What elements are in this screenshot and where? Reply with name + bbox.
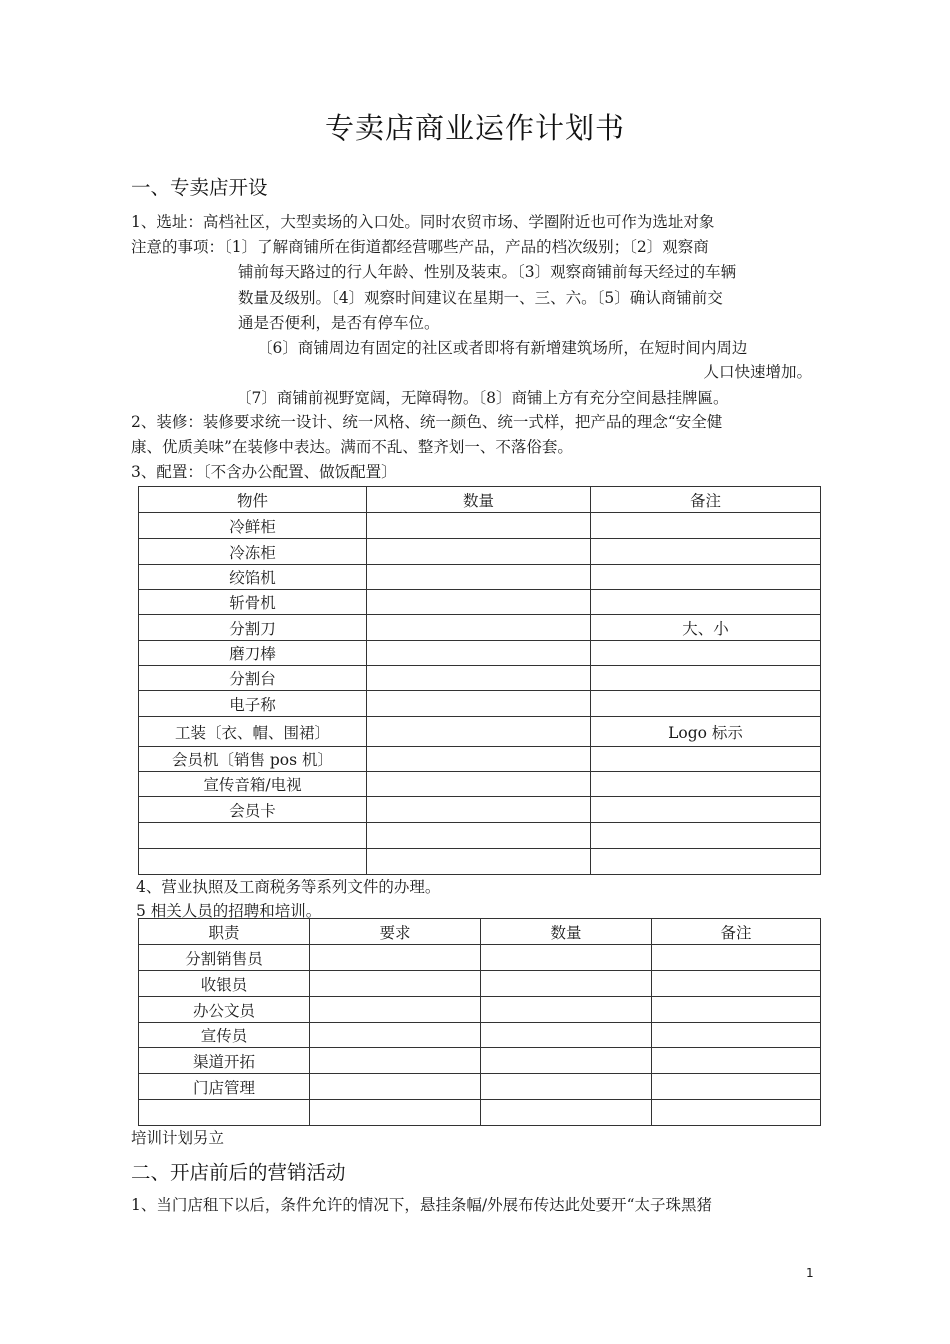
cell-requirement <box>310 971 481 997</box>
cell-item: 会员机〔销售 pos 机〕 <box>139 747 367 772</box>
cell-duty: 宣传员 <box>139 1023 310 1048</box>
cell-quantity <box>367 565 591 590</box>
cell-quantity <box>367 641 591 666</box>
cell-requirement <box>310 1074 481 1100</box>
configuration-line: 3、配置：〔不含办公配置、做饭配置〕 <box>131 463 397 481</box>
notes-line-5: 〔6〕商铺周边有固定的社区或者即将有新增建筑场所，在短时间内周边 <box>257 339 748 357</box>
table-row <box>139 666 821 691</box>
notes-line-1: 注意的事项：〔1〕了解商铺所在街道都经营哪些产品，产品的档次级别；〔2〕观察商 <box>131 238 709 256</box>
cell-remarks <box>591 691 821 717</box>
cell-quantity <box>481 1100 652 1126</box>
cell-quantity <box>367 717 591 747</box>
staff-table <box>138 918 821 1126</box>
table-row <box>139 1074 821 1100</box>
notes-line-3: 数量及级别。〔4〕观察时间建议在星期一、三、六。〔5〕确认商铺前交 <box>238 289 723 307</box>
cell-quantity <box>367 666 591 691</box>
cell-remarks <box>591 539 821 565</box>
table-row <box>139 849 821 875</box>
cell-item: 工装〔衣、帽、围裙〕 <box>139 717 367 747</box>
cell-remarks: Logo 标示 <box>591 717 821 747</box>
header-requirement: 要求 <box>310 919 481 945</box>
cell-requirement <box>310 1048 481 1074</box>
notes-line-6: 人口快速增加。 <box>703 363 812 381</box>
table-row <box>139 539 821 565</box>
header-item: 物件 <box>139 487 367 513</box>
equipment-table <box>138 486 821 875</box>
table-row <box>139 772 821 797</box>
cell-requirement <box>310 945 481 971</box>
decoration-line-1: 2、装修：装修要求统一设计、统一风格、统一颜色、统一式样，把产品的理念“安全健 <box>131 413 723 431</box>
equipment-header-row <box>139 487 821 513</box>
cell-quantity <box>367 747 591 772</box>
page-number: 1 <box>806 1266 814 1280</box>
cell-item: 电子称 <box>139 691 367 717</box>
staff-header-row <box>139 919 821 945</box>
cell-remarks: 大、小 <box>591 615 821 641</box>
section-2-heading: 二、开店前后的营销活动 <box>131 1161 346 1184</box>
table-row <box>139 1048 821 1074</box>
cell-remarks <box>591 823 821 849</box>
table-row <box>139 615 821 641</box>
cell-quantity <box>367 539 591 565</box>
cell-item: 绞馅机 <box>139 565 367 590</box>
table-row <box>139 997 821 1023</box>
cell-quantity <box>367 590 591 615</box>
cell-requirement <box>310 1100 481 1126</box>
table-row <box>139 513 821 539</box>
cell-remarks <box>652 1048 821 1074</box>
cell-quantity <box>367 513 591 539</box>
cell-quantity <box>367 823 591 849</box>
cell-remarks <box>652 1074 821 1100</box>
table-row <box>139 945 821 971</box>
cell-duty: 门店管理 <box>139 1074 310 1100</box>
cell-remarks <box>591 590 821 615</box>
page-title: 专卖店商业运作计划书 <box>324 111 625 145</box>
cell-duty <box>139 1100 310 1126</box>
header-remarks: 备注 <box>652 919 821 945</box>
training-plan-line: 培训计划另立 <box>131 1129 225 1147</box>
cell-remarks <box>591 797 821 823</box>
cell-requirement <box>310 997 481 1023</box>
header-remarks: 备注 <box>591 487 821 513</box>
header-quantity: 数量 <box>481 919 652 945</box>
table-row <box>139 590 821 615</box>
cell-duty: 收银员 <box>139 971 310 997</box>
cell-remarks <box>591 747 821 772</box>
cell-item <box>139 849 367 875</box>
license-line: 4、营业执照及工商税务等系列文件的办理。 <box>136 878 441 896</box>
decoration-line-2: 康、优质美味”在装修中表达。满而不乱、整齐划一、不落俗套。 <box>131 438 573 456</box>
cell-remarks <box>591 772 821 797</box>
cell-duty: 办公文员 <box>139 997 310 1023</box>
cell-item: 宣传音箱/电视 <box>139 772 367 797</box>
cell-quantity <box>367 615 591 641</box>
cell-quantity <box>367 772 591 797</box>
table-row <box>139 797 821 823</box>
header-quantity: 数量 <box>367 487 591 513</box>
cell-item: 斩骨机 <box>139 590 367 615</box>
cell-remarks <box>652 945 821 971</box>
table-row <box>139 1023 821 1048</box>
table-row <box>139 717 821 747</box>
cell-item: 磨刀棒 <box>139 641 367 666</box>
cell-duty: 渠道开拓 <box>139 1048 310 1074</box>
cell-item <box>139 823 367 849</box>
header-duty: 职责 <box>139 919 310 945</box>
cell-quantity <box>367 691 591 717</box>
table-row <box>139 691 821 717</box>
cell-item: 冷鲜柜 <box>139 513 367 539</box>
cell-item: 会员卡 <box>139 797 367 823</box>
cell-quantity <box>481 1023 652 1048</box>
cell-quantity <box>481 1048 652 1074</box>
table-row <box>139 1100 821 1126</box>
cell-quantity <box>481 1074 652 1100</box>
table-row <box>139 641 821 666</box>
cell-quantity <box>481 971 652 997</box>
table-row <box>139 565 821 590</box>
section-1-heading: 一、专卖店开设 <box>131 176 268 199</box>
cell-duty: 分割销售员 <box>139 945 310 971</box>
marketing-line-1: 1、当门店租下以后，条件允许的情况下，悬挂条幅/外展布传达此处要开“太子珠黑猪 <box>131 1196 713 1214</box>
notes-line-2: 铺前每天路过的行人年龄、性别及装束。〔3〕观察商铺前每天经过的车辆 <box>238 263 737 281</box>
table-row <box>139 747 821 772</box>
cell-item: 分割刀 <box>139 615 367 641</box>
cell-quantity <box>367 797 591 823</box>
cell-quantity <box>481 997 652 1023</box>
cell-requirement <box>310 1023 481 1048</box>
cell-remarks <box>652 1023 821 1048</box>
cell-remarks <box>591 849 821 875</box>
cell-remarks <box>652 997 821 1023</box>
cell-remarks <box>591 513 821 539</box>
table-row <box>139 823 821 849</box>
site-selection-line: 1、选址：高档社区，大型卖场的入口处。同时农贸市场、学圈附近也可作为选址对象 <box>131 213 715 231</box>
cell-remarks <box>591 565 821 590</box>
cell-remarks <box>591 641 821 666</box>
cell-item: 分割台 <box>139 666 367 691</box>
cell-remarks <box>652 1100 821 1126</box>
cell-item: 冷冻柜 <box>139 539 367 565</box>
notes-line-7: 〔7〕商铺前视野宽阔，无障碍物。〔8〕商铺上方有充分空间悬挂牌匾。 <box>236 389 729 407</box>
cell-remarks <box>591 666 821 691</box>
staff-line: 5 相关人员的招聘和培训。 <box>136 902 322 920</box>
cell-remarks <box>652 971 821 997</box>
notes-line-4: 通是否便利，是否有停车位。 <box>238 314 440 332</box>
table-row <box>139 971 821 997</box>
cell-quantity <box>367 849 591 875</box>
cell-quantity <box>481 945 652 971</box>
